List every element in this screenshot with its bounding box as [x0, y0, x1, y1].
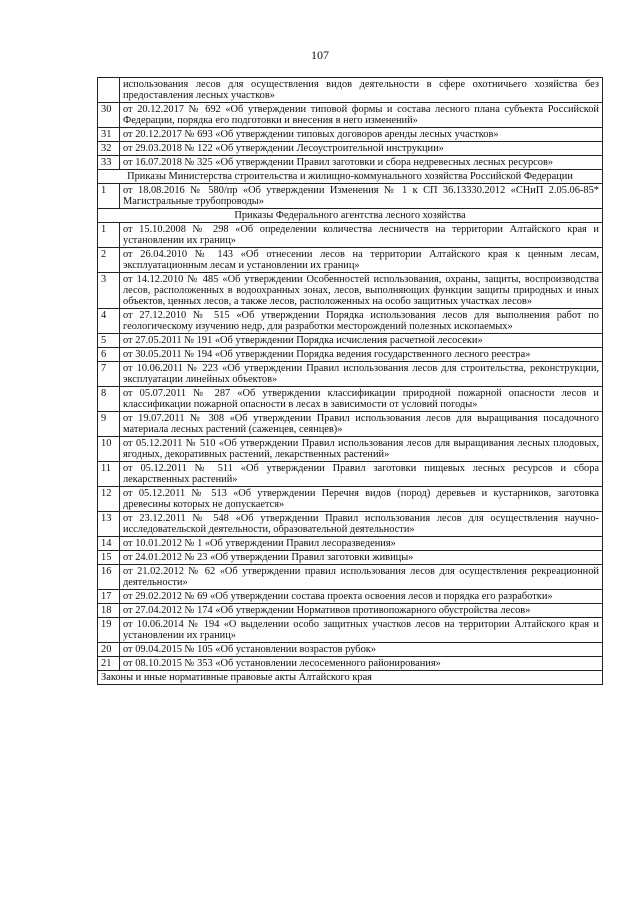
- row-text: от 26.04.2010 № 143 «Об отнесении лесов на территории Алтайского края к ценным лесам, эксплуатационным лесам и установлении их границ»: [120, 248, 603, 273]
- table-row: [98, 537, 603, 551]
- row-text: от 27.05.2011 № 191 «Об утверждении Порядка исчисления расчетной лесосеки»: [120, 334, 603, 348]
- row-number: 5: [98, 334, 120, 348]
- row-text: от 24.01.2012 № 23 «Об утверждении Правил заготовки живицы»: [120, 551, 603, 565]
- table-row: [98, 657, 603, 671]
- row-number: 6: [98, 348, 120, 362]
- table-row: [98, 462, 603, 487]
- table-row: [98, 565, 603, 590]
- row-text: от 05.12.2011 № 511 «Об утверждении Правил заготовки пищевых лесных ресурсов и сбора лекарственных растений»: [120, 462, 603, 487]
- table-row: [98, 412, 603, 437]
- row-text: от 09.04.2015 № 105 «Об установлении возрастов рубок»: [120, 643, 603, 657]
- table-row: [98, 309, 603, 334]
- row-number: 16: [98, 565, 120, 590]
- row-text: от 15.10.2008 № 298 «Об определении количества лесничеств на территории Алтайского края и установлении их границ»: [120, 223, 603, 248]
- footer-heading: Законы и иные нормативные правовые акты Алтайского края: [98, 671, 603, 685]
- row-text: от 29.02.2012 № 69 «Об утверждении состава проекта освоения лесов и порядка его разработки»: [120, 590, 603, 604]
- row-text: от 10.06.2014 № 194 «О выделении особо защитных участков лесов на территории Алтайского края и установлении их границ»: [120, 618, 603, 643]
- row-text: от 20.12.2017 № 693 «Об утверждении типовых договоров аренды лесных участков»: [120, 128, 603, 142]
- table-row: [98, 362, 603, 387]
- row-number: 17: [98, 590, 120, 604]
- row-number: 20: [98, 643, 120, 657]
- row-text: от 10.06.2011 № 223 «Об утверждении Правил использования лесов для строительства, реконструкции, эксплуатации линейных объектов»: [120, 362, 603, 387]
- row-number: 13: [98, 512, 120, 537]
- table-row: [98, 78, 603, 103]
- row-text: от 19.07.2011 № 308 «Об утверждении Правил использования лесов для выращивания посадочного материала лесных растений (саженцев, сеянцев)»: [120, 412, 603, 437]
- section-heading-row: [98, 170, 603, 184]
- row-number: 33: [98, 156, 120, 170]
- row-number: 21: [98, 657, 120, 671]
- row-number: 12: [98, 487, 120, 512]
- row-number: 31: [98, 128, 120, 142]
- table-row: [98, 103, 603, 128]
- row-text: от 10.01.2012 № 1 «Об утверждении Правил лесоразведения»: [120, 537, 603, 551]
- row-number: [98, 78, 120, 103]
- row-text: от 21.02.2012 № 62 «Об утверждении правил использования лесов для осуществления рекреационной деятельности»: [120, 565, 603, 590]
- table-row: [98, 348, 603, 362]
- row-number: 9: [98, 412, 120, 437]
- row-number: 4: [98, 309, 120, 334]
- row-text: от 27.12.2010 № 515 «Об утверждении Порядка использования лесов для выполнения работ по геологическому изучению недр, для разработки месторождений полезных ископаемых»: [120, 309, 603, 334]
- section-heading: Приказы Министерства строительства и жилищно-коммунального хозяйства Российской Федерации: [98, 170, 603, 184]
- row-number: 30: [98, 103, 120, 128]
- row-text: от 27.04.2012 № 174 «Об утверждении Нормативов противопожарного обустройства лесов»: [120, 604, 603, 618]
- row-number: 10: [98, 437, 120, 462]
- row-number: 7: [98, 362, 120, 387]
- row-text: от 05.12.2011 № 510 «Об утверждении Правил использования лесов для выращивания лесных плодовых, ягодных, декоративных растений, лекарственных растений»: [120, 437, 603, 462]
- table-row: [98, 248, 603, 273]
- row-number: 8: [98, 387, 120, 412]
- row-text: использования лесов для осуществления видов деятельности в сфере охотничьего хозяйства без предоставления лесных участков»: [120, 78, 603, 103]
- table-row: [98, 618, 603, 643]
- row-text: от 05.12.2011 № 513 «Об утверждении Перечня видов (пород) деревьев и кустарников, заготовка древесины которых не допускается»: [120, 487, 603, 512]
- table-row: [98, 142, 603, 156]
- table-row: [98, 590, 603, 604]
- section-heading: Приказы Федерального агентства лесного хозяйства: [98, 209, 603, 223]
- page-number: 107: [311, 48, 329, 62]
- row-text: от 20.12.2017 № 692 «Об утверждении типовой формы и состава лесного плана субъекта Российской Федерации, порядка его подготовки и внесения в него изменений»: [120, 103, 603, 128]
- row-number: 32: [98, 142, 120, 156]
- table-row: [98, 604, 603, 618]
- section-heading-row: [98, 209, 603, 223]
- row-text: от 30.05.2011 № 194 «Об утверждении Порядка ведения государственного лесного реестра»: [120, 348, 603, 362]
- table-row: [98, 487, 603, 512]
- regulations-table: [97, 77, 603, 685]
- table-row: [98, 551, 603, 565]
- row-number: 1: [98, 223, 120, 248]
- row-text: от 23.12.2011 № 548 «Об утверждении Правил использования лесов для осуществления научно-исследовательской деятельности, образовательной деятельности»: [120, 512, 603, 537]
- table-row: [98, 512, 603, 537]
- row-number: 15: [98, 551, 120, 565]
- row-text: от 14.12.2010 № 485 «Об утверждении Особенностей использования, охраны, защиты, воспроизводства лесов, расположенных в водоохранных зонах, лесов, выполняющих функции защиты природных и иных объектов, ценных лесов, а также лесов, расположенных на особо защитных участках лесов»: [120, 273, 603, 309]
- table-row: [98, 156, 603, 170]
- table-row: [98, 437, 603, 462]
- table-row: [98, 334, 603, 348]
- row-number: 18: [98, 604, 120, 618]
- row-number: 11: [98, 462, 120, 487]
- row-number: 3: [98, 273, 120, 309]
- table-row: [98, 128, 603, 142]
- row-text: от 05.07.2011 № 287 «Об утверждении классификации природной пожарной опасности лесов и классификации пожарной опасности в лесах в зависимости от условий погоды»: [120, 387, 603, 412]
- row-number: 2: [98, 248, 120, 273]
- footer-heading-row: [98, 671, 603, 685]
- table-body: [98, 78, 603, 685]
- table-row: [98, 223, 603, 248]
- row-number: 19: [98, 618, 120, 643]
- row-number: 1: [98, 184, 120, 209]
- table-row: [98, 184, 603, 209]
- row-text: от 16.07.2018 № 325 «Об утверждении Правил заготовки и сбора недревесных лесных ресурсов»: [120, 156, 603, 170]
- table-row: [98, 273, 603, 309]
- row-text: от 08.10.2015 № 353 «Об установлении лесосеменного районирования»: [120, 657, 603, 671]
- table-row: [98, 387, 603, 412]
- table-row: [98, 643, 603, 657]
- row-text: от 18.08.2016 № 580/пр «Об утверждении Изменения № 1 к СП 36.13330.2012 «СНиП 2.05.06-85* Магистральные трубопроводы»: [120, 184, 603, 209]
- row-number: 14: [98, 537, 120, 551]
- row-text: от 29.03.2018 № 122 «Об утверждении Лесоустроительной инструкции»: [120, 142, 603, 156]
